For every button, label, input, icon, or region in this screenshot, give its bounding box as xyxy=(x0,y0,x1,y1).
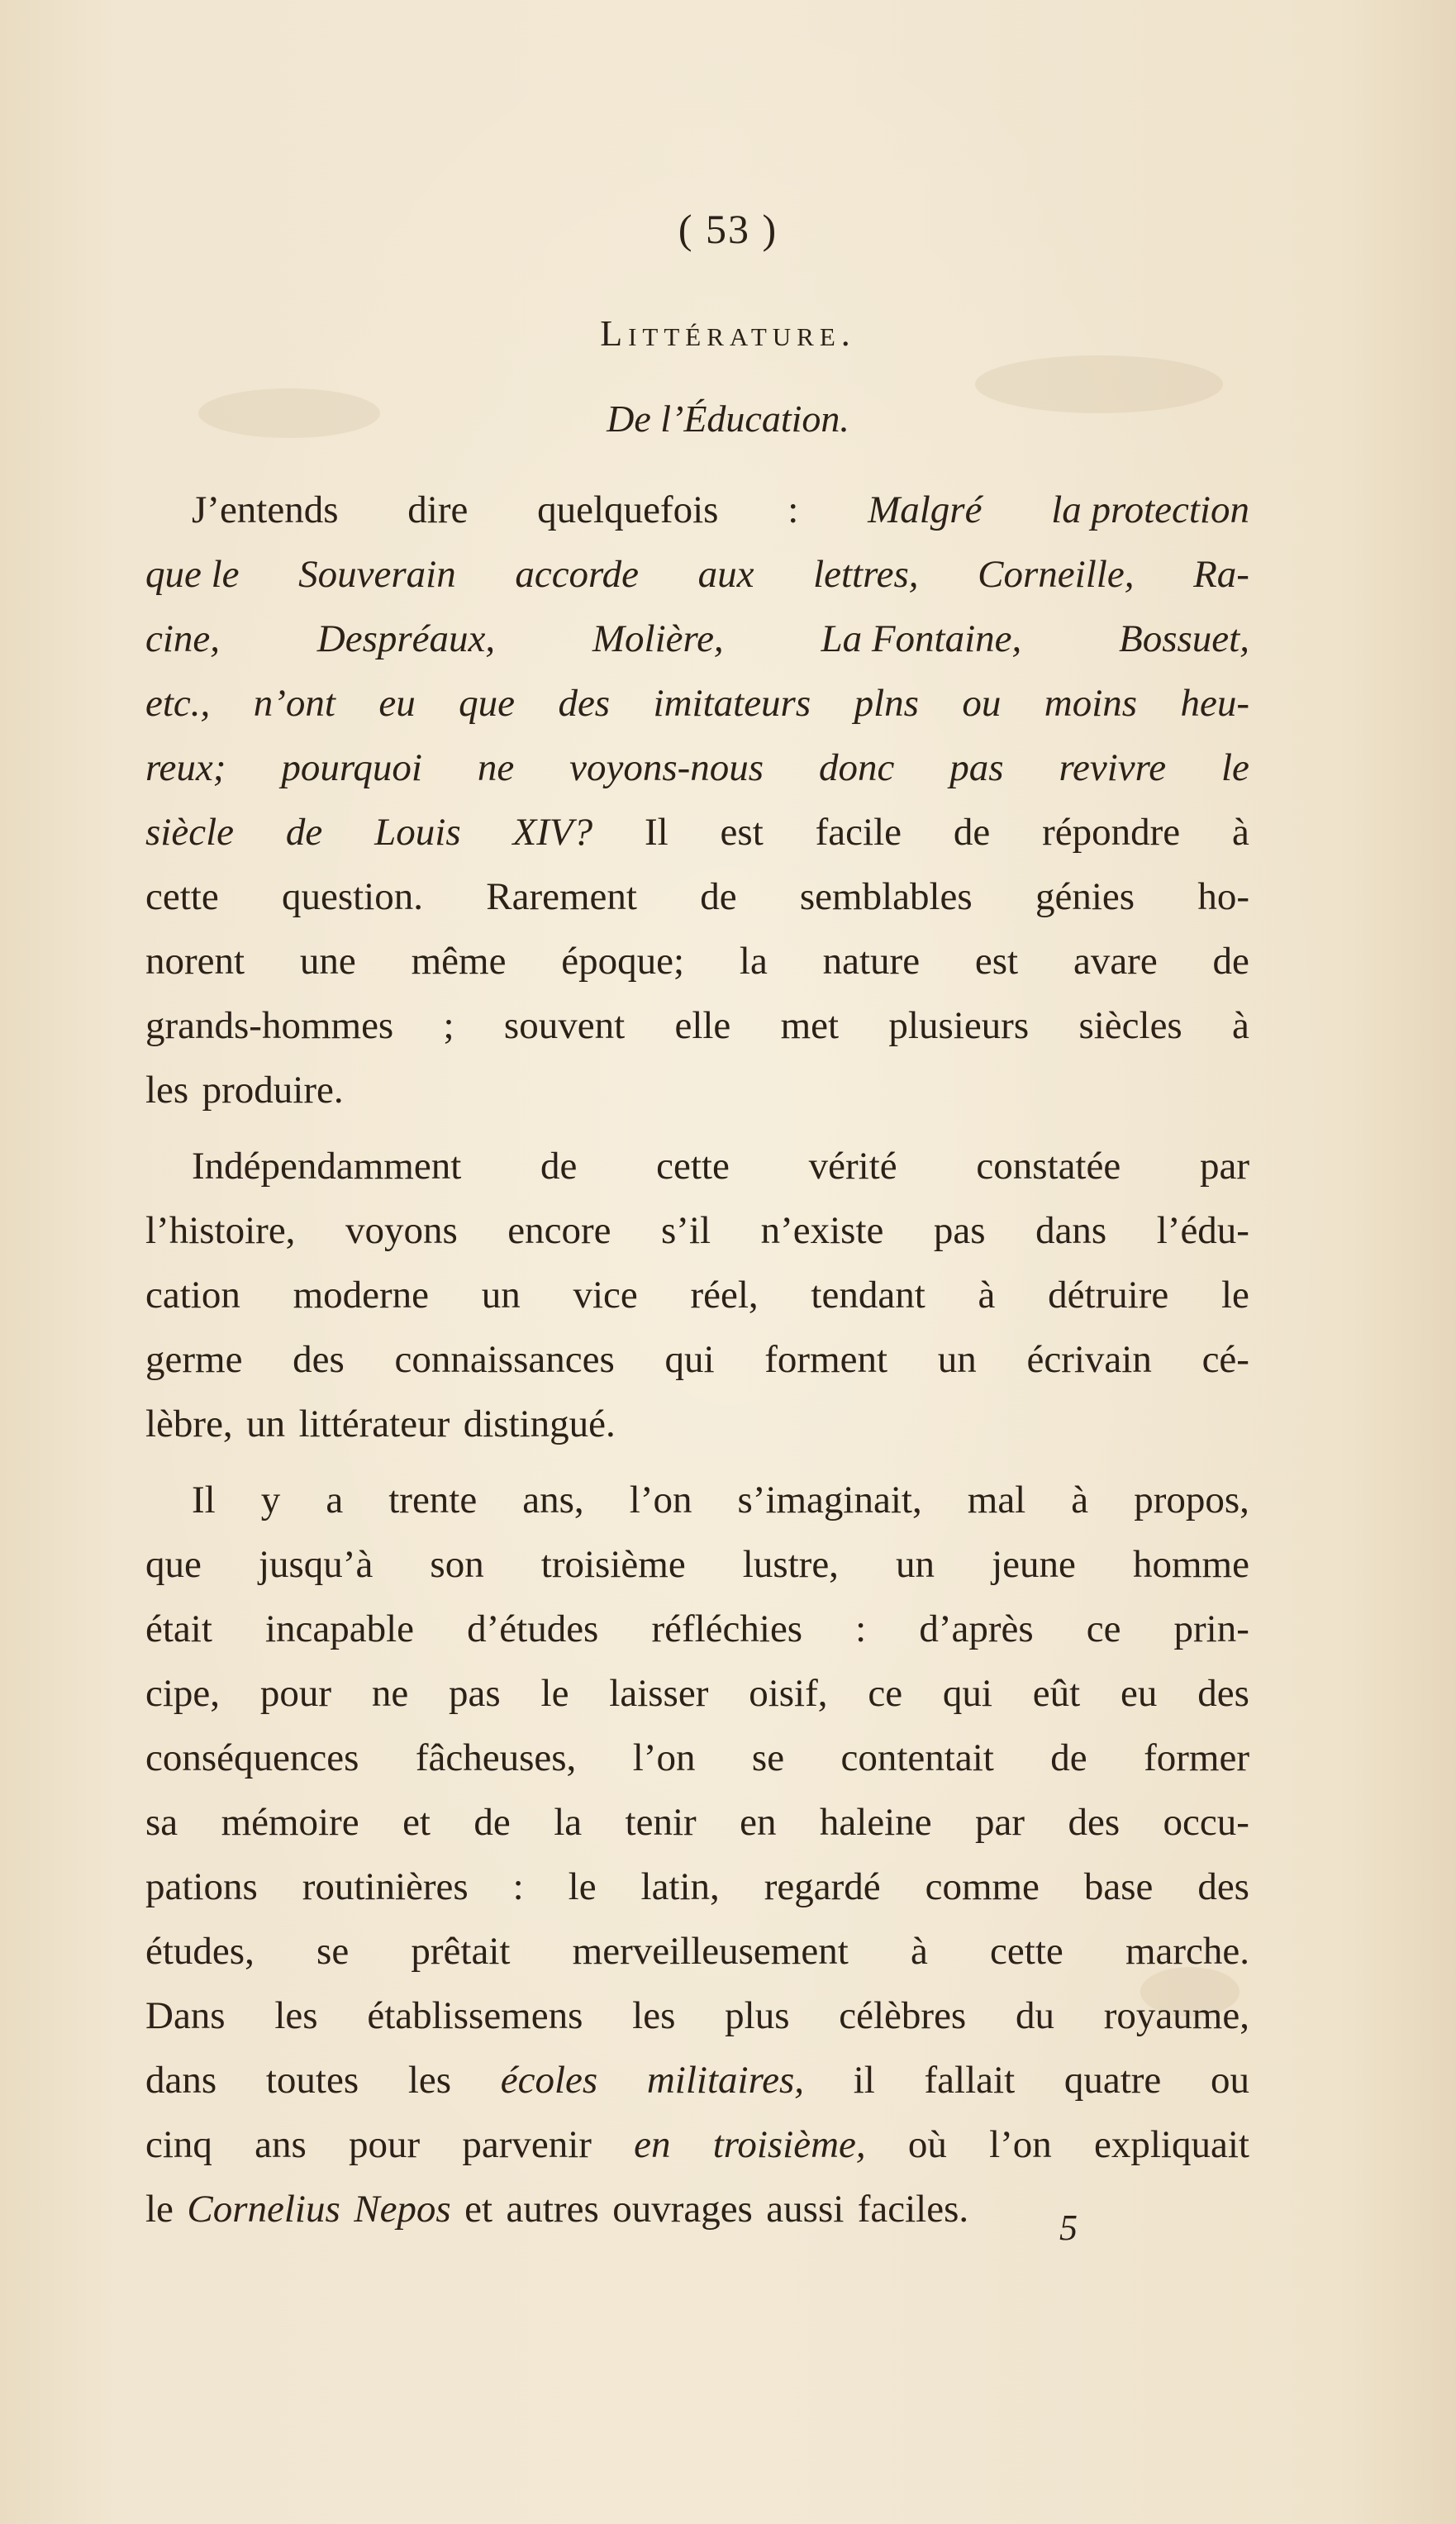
word: que xyxy=(459,682,516,725)
word: moderne xyxy=(293,1274,430,1317)
word: lèbre, xyxy=(145,1402,233,1445)
word: aussi xyxy=(766,2188,845,2231)
word: fallait xyxy=(924,2059,1016,2102)
word: par xyxy=(975,1801,1025,1844)
word: un xyxy=(481,1274,521,1317)
word: du xyxy=(1016,1994,1054,2037)
word: mal xyxy=(967,1479,1026,1522)
word: Indépendamment xyxy=(192,1145,462,1188)
word: a xyxy=(326,1479,344,1522)
word: Molière, xyxy=(592,617,724,660)
word: comme xyxy=(925,1865,1040,1908)
word: cette xyxy=(990,1930,1063,1973)
word: prêtait xyxy=(411,1930,511,1973)
word: lettres, xyxy=(813,553,919,596)
word: de xyxy=(285,811,323,854)
word: connaissances xyxy=(394,1338,615,1381)
word: s’il xyxy=(661,1209,711,1252)
word: la xyxy=(739,940,768,983)
word: que xyxy=(145,1543,202,1586)
word: génies xyxy=(1035,875,1135,918)
word: l’on xyxy=(629,1479,692,1522)
word: militaires, xyxy=(646,2059,805,2102)
word: établissemens xyxy=(367,1994,583,2037)
word: base xyxy=(1083,1865,1154,1908)
text-line xyxy=(145,542,1249,607)
word: pour xyxy=(259,1672,332,1715)
text-line xyxy=(145,1532,1249,1597)
word: le xyxy=(1221,746,1249,789)
word: se xyxy=(751,1736,785,1779)
word: pas xyxy=(933,1209,986,1252)
word: pour xyxy=(348,2123,421,2166)
word: contentait xyxy=(840,1736,994,1779)
text-line xyxy=(145,1790,1249,1855)
text-line xyxy=(145,2177,1249,2241)
word: voyons xyxy=(345,1209,458,1252)
word: des xyxy=(1068,1801,1121,1844)
word: avare xyxy=(1073,940,1158,983)
word: grands-hommes xyxy=(145,1004,394,1047)
word: la protection xyxy=(1051,488,1249,531)
word: l’on xyxy=(632,1736,696,1779)
text-line xyxy=(145,1919,1249,1983)
word: norent xyxy=(145,940,245,983)
word: par xyxy=(1199,1145,1249,1188)
word: etc., xyxy=(145,682,211,725)
word: de xyxy=(540,1145,578,1188)
text-line xyxy=(145,1058,1249,1122)
word: Cornelius xyxy=(187,2188,340,2231)
word: haleine xyxy=(819,1801,932,1844)
word: ho- xyxy=(1197,875,1249,918)
word: études, xyxy=(145,1930,255,1973)
text-line xyxy=(145,1198,1249,1263)
word: la xyxy=(554,1801,583,1844)
word: n’ont xyxy=(253,682,335,725)
word: l’on xyxy=(989,2123,1052,2166)
word: troisième xyxy=(540,1543,686,1586)
text-line xyxy=(145,1392,1249,1456)
word: germe xyxy=(145,1338,243,1381)
word: et xyxy=(402,1801,431,1844)
text-line xyxy=(145,1983,1249,2048)
word: ne xyxy=(477,746,515,789)
word: mémoire xyxy=(221,1801,359,1844)
word: d’études xyxy=(467,1607,599,1650)
word: Rarement xyxy=(486,875,637,918)
word: dans xyxy=(1035,1209,1107,1252)
word: écrivain xyxy=(1026,1338,1152,1381)
text-line xyxy=(145,607,1249,671)
word: homme xyxy=(1132,1543,1249,1586)
word: jusqu’à xyxy=(258,1543,374,1586)
word: jeune xyxy=(992,1543,1076,1586)
paragraph xyxy=(145,1468,1249,2241)
word: encore xyxy=(507,1209,611,1252)
word: ans xyxy=(255,2123,307,2166)
word: Corneille, xyxy=(978,553,1135,596)
word: plusieurs xyxy=(888,1004,1030,1047)
word: Il xyxy=(192,1479,216,1522)
word: de xyxy=(473,1801,511,1844)
word: eu xyxy=(378,682,416,725)
word: le xyxy=(145,2188,174,2231)
word: elle xyxy=(674,1004,731,1047)
word: toutes xyxy=(265,2059,359,2102)
word: le xyxy=(568,1865,597,1908)
word: détruire xyxy=(1048,1274,1169,1317)
word: et xyxy=(464,2188,493,2231)
word: semblables xyxy=(799,875,973,918)
word: constatée xyxy=(976,1145,1121,1188)
word: est xyxy=(720,811,764,854)
word: de xyxy=(700,875,737,918)
paragraph xyxy=(145,478,1249,1122)
word: répondre xyxy=(1042,811,1181,854)
word: cé- xyxy=(1201,1338,1249,1381)
word: Nepos xyxy=(354,2188,451,2231)
paragraph xyxy=(145,1134,1249,1456)
word: former xyxy=(1144,1736,1249,1779)
word: donc xyxy=(819,746,895,789)
word: Souverain xyxy=(298,553,456,596)
word: accorde xyxy=(515,553,639,596)
word: cipe, xyxy=(145,1672,221,1715)
word: à xyxy=(978,1274,996,1317)
word: siècle xyxy=(145,811,234,854)
word: réfléchies xyxy=(651,1607,803,1650)
text-line xyxy=(145,1855,1249,1919)
word: le xyxy=(1220,1274,1249,1317)
text-line xyxy=(145,478,1249,542)
word: Louis xyxy=(374,811,461,854)
word: des xyxy=(558,682,611,725)
word: l’histoire, xyxy=(145,1209,296,1252)
word: n’existe xyxy=(760,1209,884,1252)
word: regardé xyxy=(764,1865,881,1908)
word: plus xyxy=(725,1994,790,2037)
word: se xyxy=(316,1930,350,1973)
word: forment xyxy=(764,1338,888,1381)
word: heu- xyxy=(1180,682,1249,725)
word: ans, xyxy=(522,1479,584,1522)
word: eût xyxy=(1032,1672,1081,1715)
word: de xyxy=(953,811,991,854)
word: à xyxy=(910,1930,928,1973)
word: routinières xyxy=(302,1865,469,1908)
word: eu xyxy=(1121,1672,1158,1715)
word: quelquefois xyxy=(537,488,719,531)
word: imitateurs xyxy=(653,682,811,725)
word: s’imaginait, xyxy=(737,1479,922,1522)
article-body xyxy=(145,478,1249,2241)
word: cette xyxy=(656,1145,730,1188)
word: troisième, xyxy=(712,2123,866,2166)
word: Despréaux, xyxy=(316,617,496,660)
word: des xyxy=(1197,1672,1249,1715)
word: littérateur xyxy=(298,1402,450,1445)
word: : xyxy=(855,1607,867,1650)
word: l’édu- xyxy=(1156,1209,1249,1252)
text-line xyxy=(145,800,1249,864)
text-line xyxy=(145,2112,1249,2177)
word: à xyxy=(1232,1004,1249,1047)
word: en xyxy=(740,1801,777,1844)
word: ce xyxy=(868,1672,903,1715)
word: occu- xyxy=(1163,1801,1249,1844)
word: nature xyxy=(822,940,921,983)
word: conséquences xyxy=(145,1736,359,1779)
word: ; xyxy=(443,1004,454,1047)
word: qui xyxy=(942,1672,992,1715)
word: pations xyxy=(145,1865,258,1908)
word: dire xyxy=(407,488,469,531)
word: question. xyxy=(281,875,423,918)
word: revivre xyxy=(1059,746,1167,789)
word: ouvrages xyxy=(612,2188,753,2231)
word: XIV? xyxy=(512,811,593,854)
word: réel, xyxy=(690,1274,759,1317)
word: qui xyxy=(664,1338,715,1381)
word: vice xyxy=(573,1274,638,1317)
word: tendant xyxy=(811,1274,925,1317)
word: cette xyxy=(145,875,219,918)
text-line xyxy=(145,671,1249,736)
text-line xyxy=(145,1661,1249,1726)
word: facile xyxy=(815,811,902,854)
word: écoles xyxy=(500,2059,598,2102)
text-line xyxy=(145,2048,1249,2112)
word: célèbres xyxy=(839,1994,967,2037)
word: aux xyxy=(697,553,754,596)
text-line xyxy=(145,1726,1249,1790)
word: les xyxy=(407,2059,452,2102)
word: une xyxy=(299,940,356,983)
word: propos, xyxy=(1134,1479,1249,1522)
word: siècles xyxy=(1078,1004,1182,1047)
word: d’après xyxy=(919,1607,1034,1650)
text-line xyxy=(145,1468,1249,1532)
word: ne xyxy=(371,1672,409,1715)
word: un xyxy=(937,1338,977,1381)
text-line xyxy=(145,1327,1249,1392)
word: : xyxy=(787,488,799,531)
word: La Fontaine, xyxy=(821,617,1022,660)
word: le xyxy=(540,1672,569,1715)
text-line xyxy=(145,864,1249,929)
text-line xyxy=(145,1263,1249,1327)
word: produire. xyxy=(202,1069,344,1112)
word: tenir xyxy=(625,1801,697,1844)
word: à xyxy=(1232,811,1249,854)
signature-mark: 5 xyxy=(1059,2207,1078,2248)
word: incapable xyxy=(264,1607,415,1650)
word: pas xyxy=(949,746,1004,789)
word: parvenir xyxy=(462,2123,592,2166)
word: plns xyxy=(854,682,919,725)
word: merveilleusement xyxy=(572,1930,849,1973)
word: cation xyxy=(145,1274,240,1317)
word: en xyxy=(634,2123,671,2166)
word: cine, xyxy=(145,617,221,660)
section-title: Littérature. xyxy=(600,313,856,354)
word: marche. xyxy=(1125,1930,1249,1973)
word: Bossuet, xyxy=(1119,617,1249,660)
text-line xyxy=(145,993,1249,1058)
word: ce xyxy=(1086,1607,1121,1650)
word: était xyxy=(145,1607,212,1650)
word: fâcheuses, xyxy=(415,1736,577,1779)
word: dans xyxy=(145,2059,217,2102)
word: même xyxy=(411,940,507,983)
word: faciles. xyxy=(857,2188,969,2231)
word: met xyxy=(780,1004,840,1047)
word: que le xyxy=(145,553,240,596)
word: royaume, xyxy=(1103,1994,1249,2037)
word: souvent xyxy=(503,1004,626,1047)
article-subtitle: De l’Éducation. xyxy=(607,398,849,440)
word: distingué. xyxy=(463,1402,616,1445)
word: pourquoi xyxy=(281,746,422,789)
word: : xyxy=(512,1865,524,1908)
word: oisif, xyxy=(749,1672,828,1715)
word: reux; xyxy=(145,746,226,789)
word: son xyxy=(430,1543,484,1586)
word: de xyxy=(1212,940,1249,983)
word: où xyxy=(907,2123,947,2166)
word: ou xyxy=(962,682,1002,725)
text-line xyxy=(145,929,1249,993)
page-number: ( 53 ) xyxy=(678,206,778,252)
text-line xyxy=(145,736,1249,800)
word: J’entends xyxy=(192,488,339,531)
word: Malgré xyxy=(868,488,983,531)
word: à xyxy=(1071,1479,1089,1522)
text-line xyxy=(145,1597,1249,1661)
word: Dans xyxy=(145,1994,226,2037)
word: un xyxy=(896,1543,935,1586)
text-line xyxy=(145,1134,1249,1198)
word: cinq xyxy=(145,2123,212,2166)
word: des xyxy=(293,1338,345,1381)
word: voyons-nous xyxy=(569,746,764,789)
word: il xyxy=(853,2059,875,2102)
word: prin- xyxy=(1173,1607,1249,1650)
word: autres xyxy=(506,2188,599,2231)
word: les xyxy=(274,1994,318,2037)
word: latin, xyxy=(640,1865,720,1908)
word: des xyxy=(1197,1865,1249,1908)
word: lustre, xyxy=(742,1543,839,1586)
word: pas xyxy=(449,1672,501,1715)
word: un xyxy=(246,1402,286,1445)
word: Ra- xyxy=(1193,553,1249,596)
word: moins xyxy=(1044,682,1138,725)
word: y xyxy=(260,1479,281,1522)
word: laisser xyxy=(609,1672,709,1715)
word: ou xyxy=(1210,2059,1249,2102)
word: les xyxy=(632,1994,676,2037)
word: de xyxy=(1050,1736,1087,1779)
word: expliquait xyxy=(1093,2123,1249,2166)
word: vérité xyxy=(808,1145,897,1188)
word: époque; xyxy=(561,940,685,983)
word: trente xyxy=(388,1479,478,1522)
word: les xyxy=(145,1069,189,1112)
word: quatre xyxy=(1063,2059,1162,2102)
word: est xyxy=(974,940,1019,983)
word: sa xyxy=(145,1801,178,1844)
word: Il xyxy=(644,811,669,854)
